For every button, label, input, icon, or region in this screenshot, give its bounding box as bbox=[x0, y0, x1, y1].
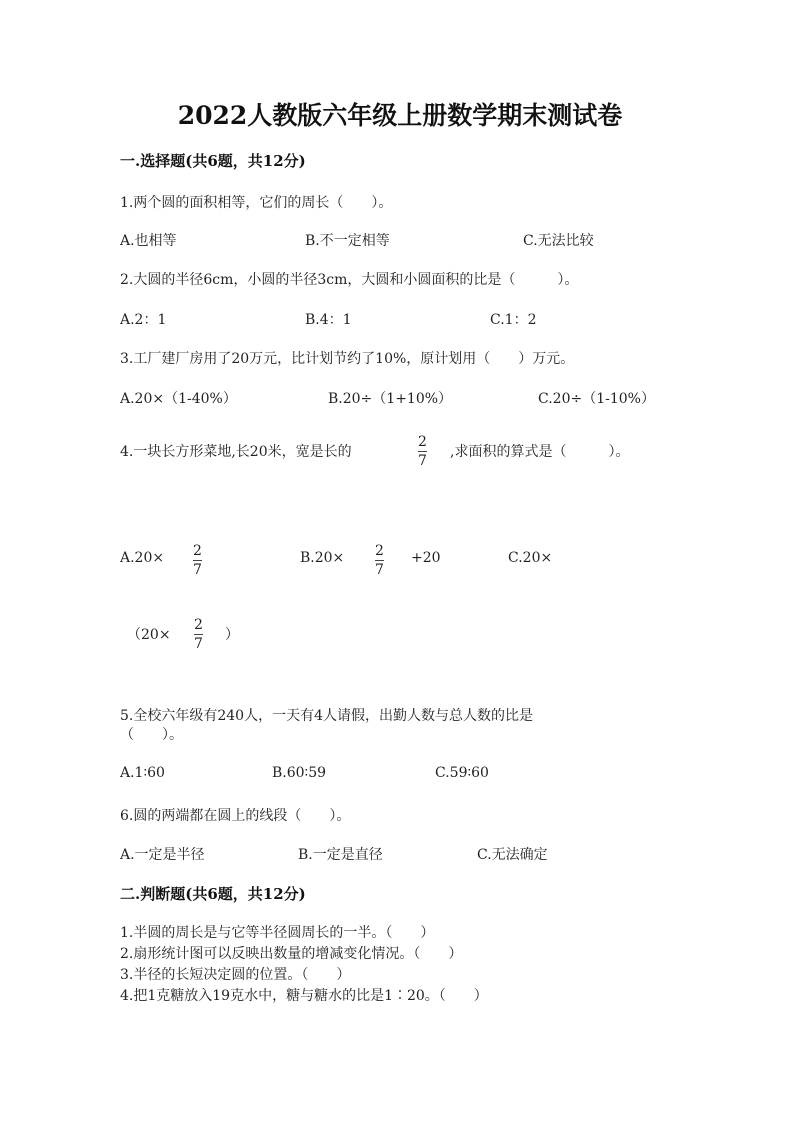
fraction-bar bbox=[375, 560, 384, 561]
fraction-denominator: 7 bbox=[418, 453, 427, 469]
question-2-option-c: C.1：2 bbox=[490, 312, 537, 328]
question-4-option-c: C.20× bbox=[508, 550, 553, 566]
question-4-stem-end: ,求面积的算式是（ ）。 bbox=[450, 444, 630, 460]
fraction-bar bbox=[194, 634, 203, 635]
question-6-option-b: B.一定是直径 bbox=[298, 847, 383, 863]
judgement-item: 1.半圆的周长是与它等半径圆周长的一半。（ ） bbox=[120, 925, 435, 941]
fraction-denominator: 7 bbox=[193, 562, 202, 578]
question-6-stem: 6.圆的两端都在圆上的线段（ ）。 bbox=[120, 808, 351, 824]
question-3-option-b: B.20÷（1+10%） bbox=[328, 391, 453, 407]
fraction-bar bbox=[193, 560, 202, 561]
section-heading-choice: 一.选择题(共6题，共12分) bbox=[120, 152, 306, 170]
question-5-option-a: A.1∶60 bbox=[120, 765, 165, 781]
fraction-numerator: 2 bbox=[375, 543, 384, 559]
question-5-option-b: B.60∶59 bbox=[272, 765, 327, 781]
question-6-option-a: A.一定是半径 bbox=[120, 847, 205, 863]
question-3-option-a: A.20×（1-40%） bbox=[120, 391, 237, 407]
page-title: 2022人教版六年级上册数学期末测试卷 bbox=[177, 101, 623, 130]
question-2-stem: 2.大圆的半径6cm，小圆的半径3cm，大圆和小圆面积的比是（ ）。 bbox=[120, 272, 579, 288]
judgement-item: 4.把1克糖放入19克水中，糖与糖水的比是1∶20。（ ） bbox=[120, 988, 488, 1004]
question-4-option-a: A.20× bbox=[120, 550, 165, 566]
fraction-two-sevenths bbox=[194, 618, 203, 651]
fraction-numerator: 2 bbox=[193, 543, 202, 559]
question-5-option-c: C.59∶60 bbox=[435, 765, 489, 781]
section-heading-judgement: 二.判断题(共6题，共12分) bbox=[120, 885, 306, 903]
question-2-option-b: B.4：1 bbox=[305, 312, 352, 328]
question-6-option-c: C.无法确定 bbox=[477, 847, 548, 863]
question-4-option-c-line2-tail: ） bbox=[225, 627, 239, 643]
question-1-stem: 1.两个圆的面积相等，它们的周长（ ）。 bbox=[120, 195, 393, 211]
fraction-two-sevenths bbox=[193, 544, 202, 577]
fraction-two-sevenths bbox=[375, 544, 384, 577]
question-1-option-a: A.也相等 bbox=[120, 233, 177, 249]
question-4-option-b: B.20× bbox=[300, 550, 345, 566]
question-3-stem: 3.工厂建厂房用了20万元，比计划节约了10%，原计划用（ ）万元。 bbox=[120, 351, 575, 367]
fraction-bar bbox=[418, 451, 427, 452]
fraction-numerator: 2 bbox=[418, 434, 427, 450]
question-1-option-b: B.不一定相等 bbox=[305, 233, 390, 249]
question-3-option-c: C.20÷（1-10%） bbox=[538, 391, 655, 407]
fraction-two-sevenths bbox=[418, 435, 427, 468]
fraction-numerator: 2 bbox=[194, 617, 203, 633]
question-1-option-c: C.无法比较 bbox=[523, 233, 594, 249]
question-5-stem: 5.全校六年级有240人，一天有4人请假，出勤人数与总人数的比是 bbox=[120, 708, 533, 724]
question-5-stem-line2: （ ）。 bbox=[120, 727, 183, 743]
question-2-option-a: A.2：1 bbox=[120, 312, 167, 328]
fraction-denominator: 7 bbox=[375, 562, 384, 578]
fraction-denominator: 7 bbox=[194, 636, 203, 652]
judgement-item: 3.半径的长短决定圆的位置。（ ） bbox=[120, 967, 351, 983]
question-4-option-b-tail: +20 bbox=[411, 550, 441, 566]
question-4-stem-start: 4.一块长方形菜地,长20米，宽是长的 bbox=[120, 444, 352, 460]
question-4-option-c-line2: （20× bbox=[127, 627, 171, 643]
judgement-item: 2.扇形统计图可以反映出数量的增减变化情况。（ ） bbox=[120, 946, 463, 962]
